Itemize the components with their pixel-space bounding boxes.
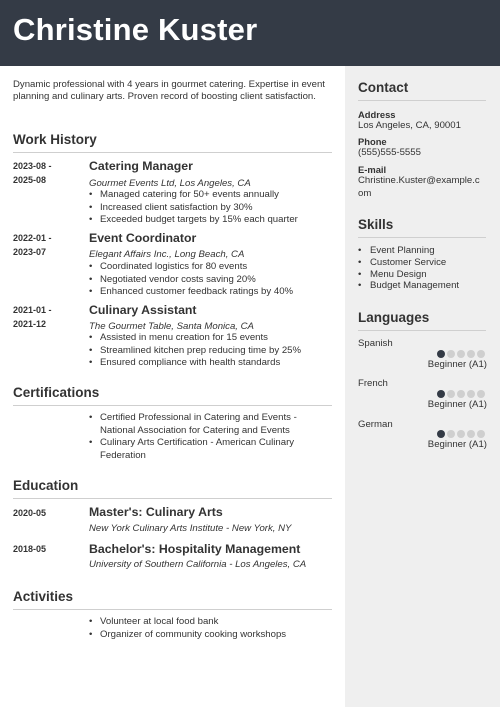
job-date-end: 2021-12 (13, 318, 47, 329)
contact-heading: Contact (358, 80, 409, 95)
email-value (358, 175, 490, 200)
skills-heading: Skills (358, 217, 394, 232)
job-date-end: 2023-07 (13, 246, 47, 257)
email-label: E-mail (358, 164, 387, 175)
name-header (0, 0, 500, 66)
address-label: Address (358, 109, 396, 120)
language-name: German (358, 419, 393, 430)
job-bullets (89, 261, 334, 299)
education-date: 2018-05 (13, 544, 47, 554)
language-level: Beginner (A1) (427, 359, 487, 370)
list-item: • Menu Design (358, 269, 459, 281)
list-item: • Assisted in menu creation for 15 events (89, 332, 334, 345)
job-date-start: 2022-01 - (13, 233, 52, 243)
job-bullets (89, 189, 334, 227)
education-divider (13, 498, 332, 499)
languages-divider (358, 330, 486, 331)
list-item: • Ensured compliance with health standards (89, 357, 334, 370)
list-item: • Increased client satisfaction by 30% (89, 202, 334, 215)
work-history-heading: Work History (13, 132, 97, 147)
language-name: Spanish (358, 338, 393, 349)
certifications-list (89, 412, 324, 462)
list-item: • Managed catering for 50+ events annually (89, 189, 334, 202)
certifications-divider (13, 405, 332, 406)
rating-dot-empty (467, 350, 475, 358)
job-title: Culinary Assistant (89, 303, 197, 317)
job-bullets (89, 332, 334, 370)
language-rating (437, 430, 487, 439)
job-date (13, 160, 52, 187)
rating-dot-filled (437, 430, 445, 438)
phone-value: (555)555-5555 (358, 147, 421, 158)
rating-dot-empty (457, 430, 465, 438)
degree-title: Bachelor's: Hospitality Management (89, 542, 301, 556)
list-item: • Volunteer at local food bank (89, 616, 334, 629)
list-item: • Coordinated logistics for 80 events (89, 261, 334, 274)
skills-list (358, 245, 459, 292)
candidate-name: Christine Kuster (13, 12, 258, 47)
job-date (13, 304, 52, 331)
language-rating (437, 390, 487, 399)
work-history-divider (13, 152, 332, 153)
rating-dot-empty (447, 390, 455, 398)
job-employer: The Gourmet Table, Santa Monica, CA (89, 321, 254, 332)
list-item: • Budget Management (358, 280, 459, 292)
certifications-heading: Certifications (13, 385, 100, 400)
contact-divider (358, 100, 486, 101)
list-item: • Organizer of community cooking workshops (89, 629, 334, 642)
job-date-start: 2021-01 - (13, 305, 52, 315)
rating-dot-empty (447, 350, 455, 358)
list-item: • Certified Professional in Catering and Events - National Association for Catering and Events (89, 412, 324, 437)
rating-dot-filled (437, 350, 445, 358)
phone-label: Phone (358, 136, 387, 147)
rating-dot-empty (457, 390, 465, 398)
activities-heading: Activities (13, 589, 74, 604)
email-line: Christine.Kuster@example.c (358, 175, 480, 186)
job-title: Event Coordinator (89, 231, 197, 245)
list-item: • Enhanced customer feedback ratings by 40% (89, 286, 334, 299)
skills-divider (358, 237, 486, 238)
rating-dot-empty (477, 430, 485, 438)
school-name: New York Culinary Arts Institute - New York, NY (89, 523, 292, 534)
list-item: • Event Planning (358, 245, 459, 257)
job-employer: Gourmet Events Ltd, Los Angeles, CA (89, 178, 251, 189)
activities-divider (13, 609, 332, 610)
language-rating (437, 350, 487, 359)
job-employer: Elegant Affairs Inc., Long Beach, CA (89, 249, 245, 260)
rating-dot-empty (457, 350, 465, 358)
education-date: 2020-05 (13, 508, 47, 518)
activities-list (89, 616, 334, 641)
education-heading: Education (13, 478, 79, 493)
degree-title: Master's: Culinary Arts (89, 505, 223, 519)
list-item: • Customer Service (358, 257, 459, 269)
list-item: • Culinary Arts Certification - American Culinary Federation (89, 437, 324, 462)
rating-dot-empty (467, 430, 475, 438)
summary-text: Dynamic professional with 4 years in gourmet catering. Expertise in event planning and culinary arts. Proven record of boosting client satisfaction. (13, 79, 325, 102)
languages-heading: Languages (358, 310, 430, 325)
job-title: Catering Manager (89, 159, 193, 173)
rating-dot-empty (467, 390, 475, 398)
list-item: • Exceeded budget targets by 15% each quarter (89, 214, 334, 227)
list-item: • Streamlined kitchen prep reducing time by 25% (89, 345, 334, 358)
rating-dot-filled (437, 390, 445, 398)
rating-dot-empty (447, 430, 455, 438)
email-line: om (358, 187, 372, 199)
language-level: Beginner (A1) (427, 439, 487, 450)
job-date-start: 2023-08 - (13, 161, 52, 171)
rating-dot-empty (477, 390, 485, 398)
list-item: • Negotiated vendor costs saving 20% (89, 274, 334, 287)
job-date-end: 2025-08 (13, 174, 47, 185)
rating-dot-empty (477, 350, 485, 358)
language-level: Beginner (A1) (427, 399, 487, 410)
language-name: French (358, 378, 388, 389)
job-date (13, 232, 52, 259)
address-value: Los Angeles, CA, 90001 (358, 120, 461, 131)
school-name: University of Southern California - Los Angeles, CA (89, 559, 307, 570)
